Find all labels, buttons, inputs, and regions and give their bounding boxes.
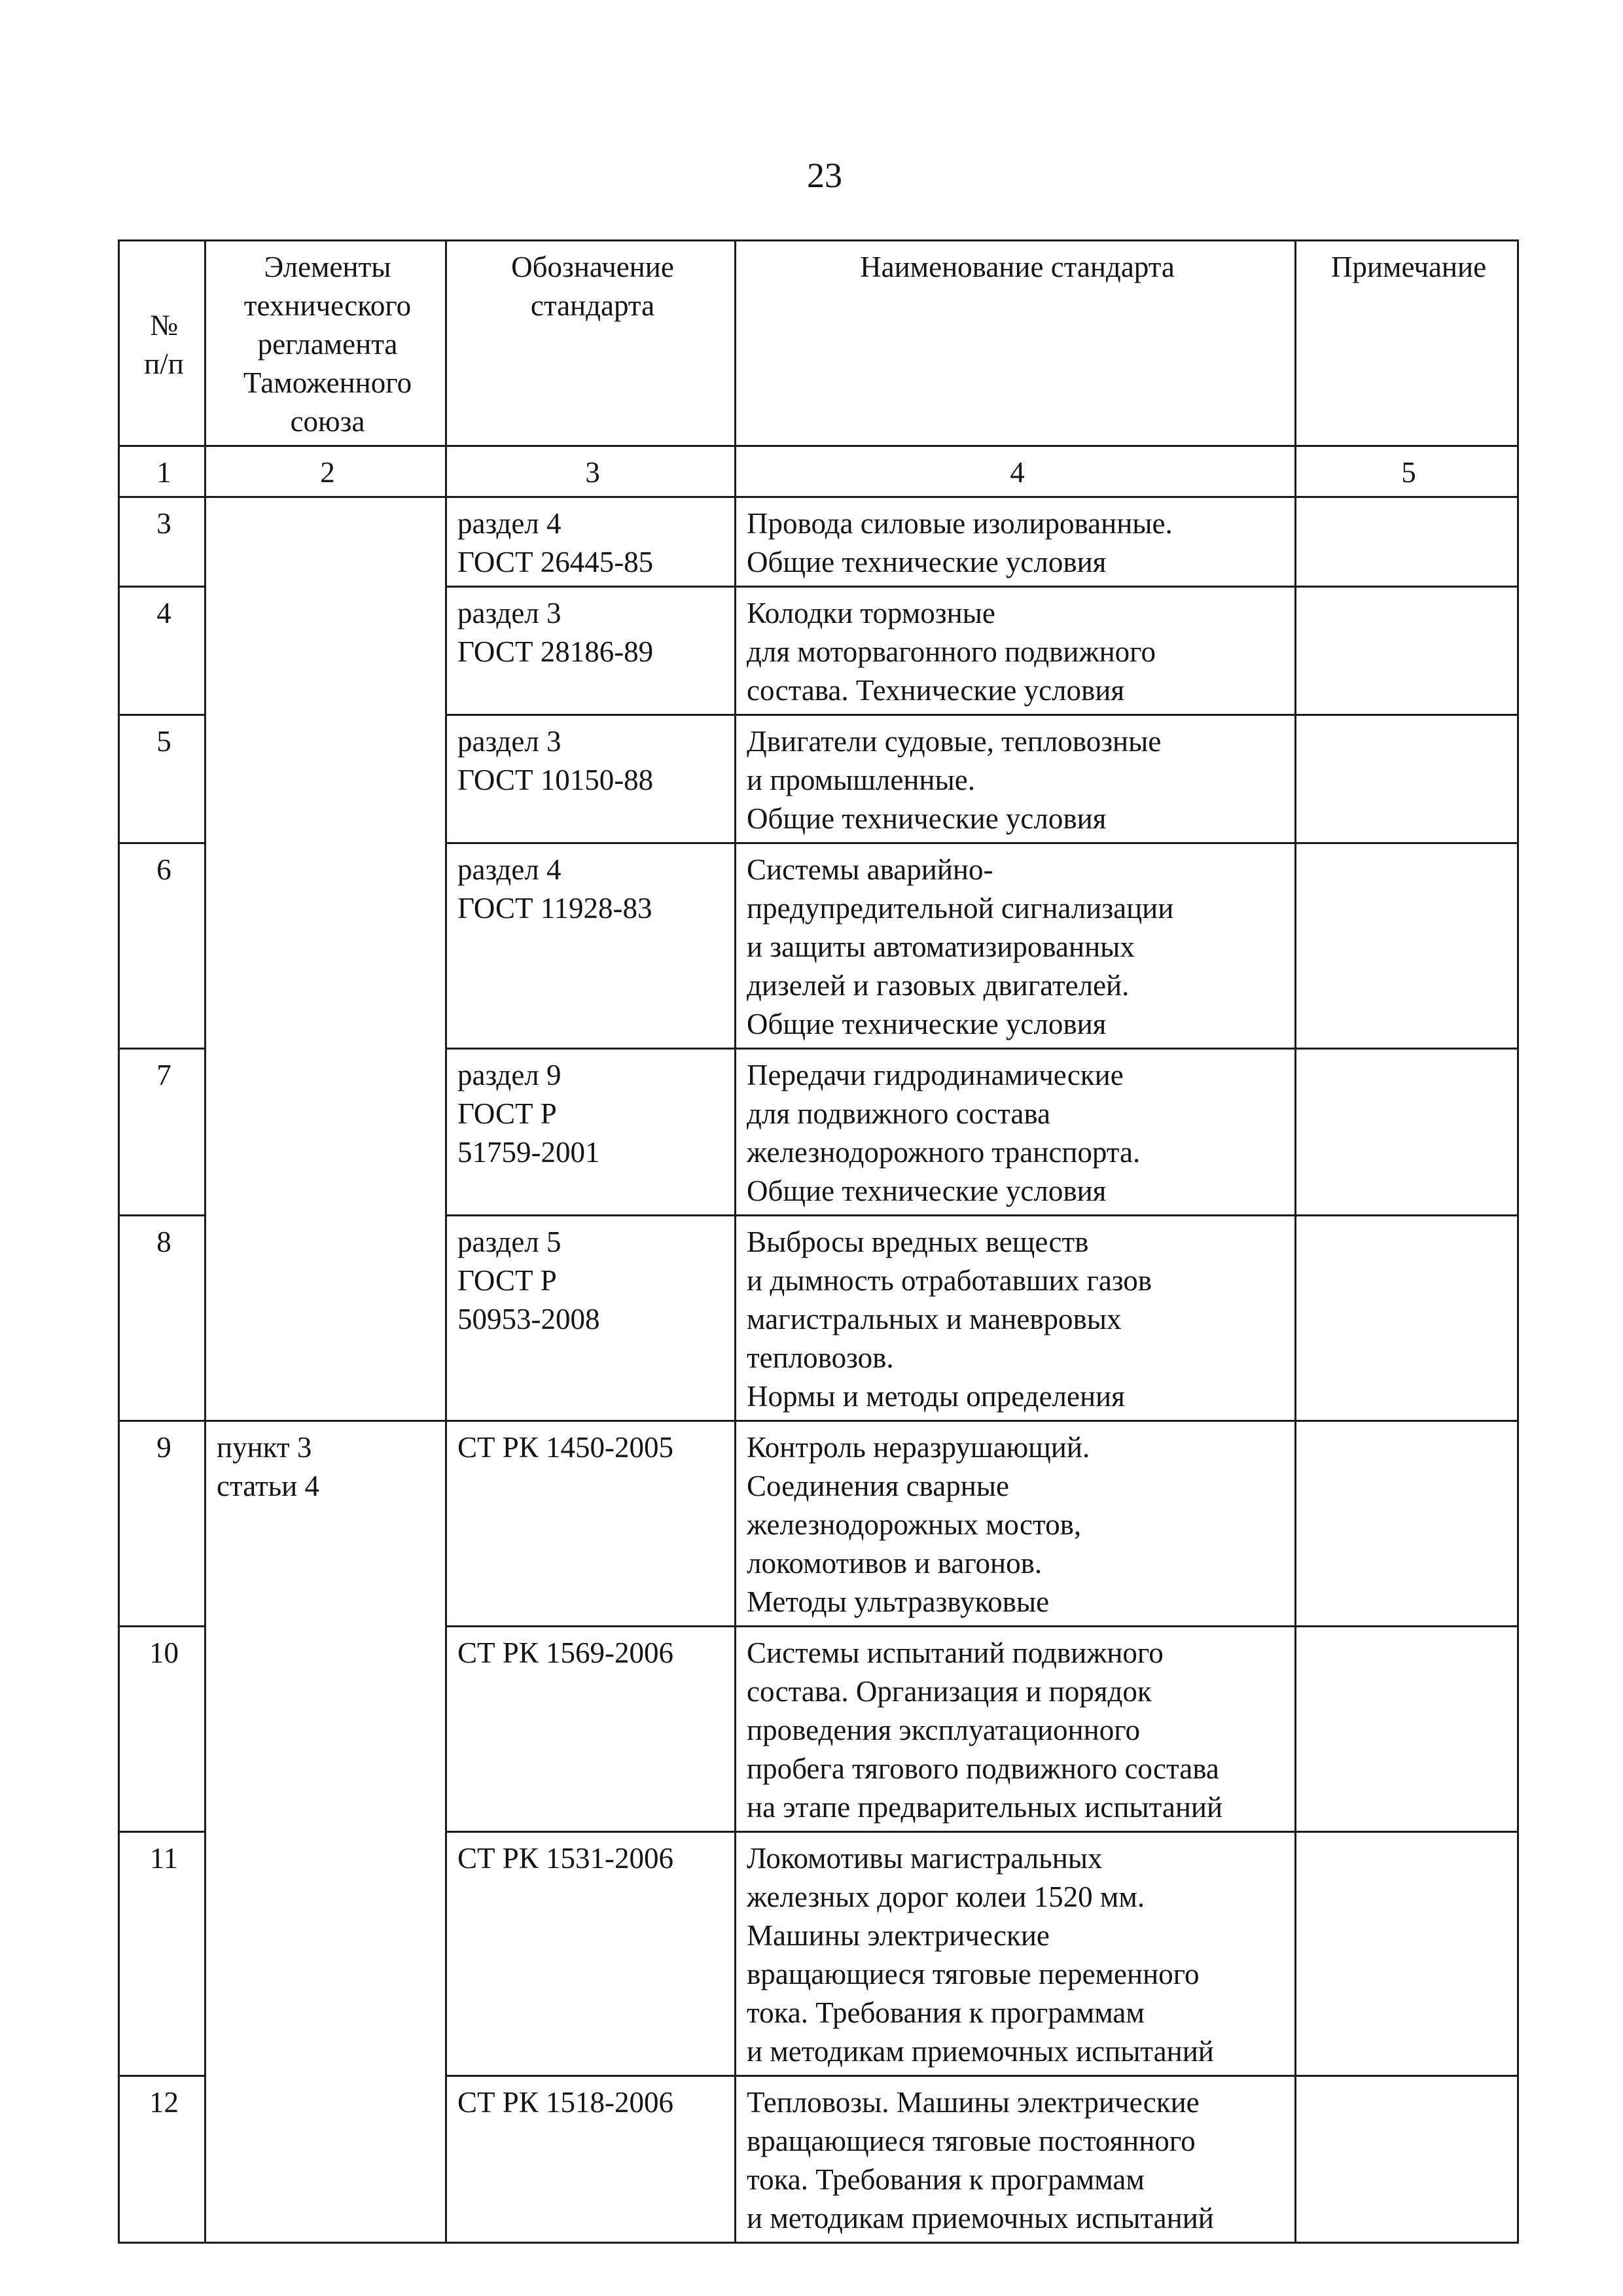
note-cell xyxy=(1296,843,1518,1049)
column-index-row xyxy=(119,446,1518,497)
note-cell xyxy=(1296,1627,1518,1832)
note-cell xyxy=(1296,497,1518,587)
column-index: 3 xyxy=(446,446,736,497)
standard-designation: раздел 3 ГОСТ 10150-88 xyxy=(446,715,736,843)
standard-name: Системы аварийно- предупредительной сигнализации и защиты автоматизированных дизелей и газовых двигателей. Общие технические условия xyxy=(736,843,1296,1049)
note-cell xyxy=(1296,1049,1518,1216)
row-number: 7 xyxy=(119,1049,205,1216)
column-index: 1 xyxy=(119,446,205,497)
note-cell xyxy=(1296,587,1518,715)
standard-designation: СТ РК 1569-2006 xyxy=(446,1627,736,1832)
row-number: 6 xyxy=(119,843,205,1049)
note-cell xyxy=(1296,1832,1518,2076)
standard-designation: СТ РК 1518-2006 xyxy=(446,2076,736,2243)
regulation-element-cell: пункт 3 статьи 4 xyxy=(205,1421,446,2243)
column-index: 2 xyxy=(205,446,446,497)
note-cell xyxy=(1296,1216,1518,1421)
standard-designation: СТ РК 1531-2006 xyxy=(446,1832,736,2076)
standard-designation: СТ РК 1450-2005 xyxy=(446,1421,736,1627)
header-note: Примечание xyxy=(1296,241,1518,446)
row-number: 3 xyxy=(119,497,205,587)
regulation-element-cell xyxy=(205,497,446,1421)
standard-name: Выбросы вредных веществ и дымность отработавших газов магистральных и маневровых тепловозов. Нормы и методы определения xyxy=(736,1216,1296,1421)
standard-name: Передачи гидродинамические для подвижного состава железнодорожного транспорта. Общие технические условия xyxy=(736,1049,1296,1216)
standard-name: Контроль неразрушающий. Соединения сварные железнодорожных мостов, локомотивов и вагонов. Методы ультразвуковые xyxy=(736,1421,1296,1627)
standard-name: Колодки тормозные для моторвагонного подвижного состава. Технические условия xyxy=(736,587,1296,715)
standard-designation: раздел 4 ГОСТ 26445-85 xyxy=(446,497,736,587)
standard-designation: раздел 9 ГОСТ Р 51759-2001 xyxy=(446,1049,736,1216)
standard-designation: раздел 4 ГОСТ 11928-83 xyxy=(446,843,736,1049)
standards-table xyxy=(118,239,1519,2244)
header-designation: Обозначение стандарта xyxy=(446,241,736,446)
row-number: 8 xyxy=(119,1216,205,1421)
row-number: 4 xyxy=(119,587,205,715)
row-number: 11 xyxy=(119,1832,205,2076)
column-index: 4 xyxy=(736,446,1296,497)
standard-designation: раздел 5 ГОСТ Р 50953-2008 xyxy=(446,1216,736,1421)
standard-name: Тепловозы. Машины электрические вращающиеся тяговые постоянного тока. Требования к программам и методикам приемочных испытаний xyxy=(736,2076,1296,2243)
standard-name: Системы испытаний подвижного состава. Организация и порядок проведения эксплуатационного пробега тягового подвижного состава на этапе предварительных испытаний xyxy=(736,1627,1296,1832)
note-cell xyxy=(1296,715,1518,843)
header-num: № п/п xyxy=(119,241,205,446)
header-elements: Элементы технического регламента Таможенного союза xyxy=(205,241,446,446)
note-cell xyxy=(1296,1421,1518,1627)
header-name: Наименование стандарта xyxy=(736,241,1296,446)
table-header-row xyxy=(119,241,1518,446)
row-number: 10 xyxy=(119,1627,205,1832)
standard-name: Локомотивы магистральных железных дорог колеи 1520 мм. Машины электрические вращающиеся тяговые переменного тока. Требования к программам и методикам приемочных испытаний xyxy=(736,1832,1296,2076)
table-row xyxy=(119,1421,1518,1627)
standard-name: Двигатели судовые, тепловозные и промышленные. Общие технические условия xyxy=(736,715,1296,843)
row-number: 12 xyxy=(119,2076,205,2243)
column-index: 5 xyxy=(1296,446,1518,497)
page-number: 23 xyxy=(807,156,842,195)
standard-name: Провода силовые изолированные. Общие технические условия xyxy=(736,497,1296,587)
table-row xyxy=(119,497,1518,587)
row-number: 9 xyxy=(119,1421,205,1627)
row-number: 5 xyxy=(119,715,205,843)
note-cell xyxy=(1296,2076,1518,2243)
standard-designation: раздел 3 ГОСТ 28186-89 xyxy=(446,587,736,715)
